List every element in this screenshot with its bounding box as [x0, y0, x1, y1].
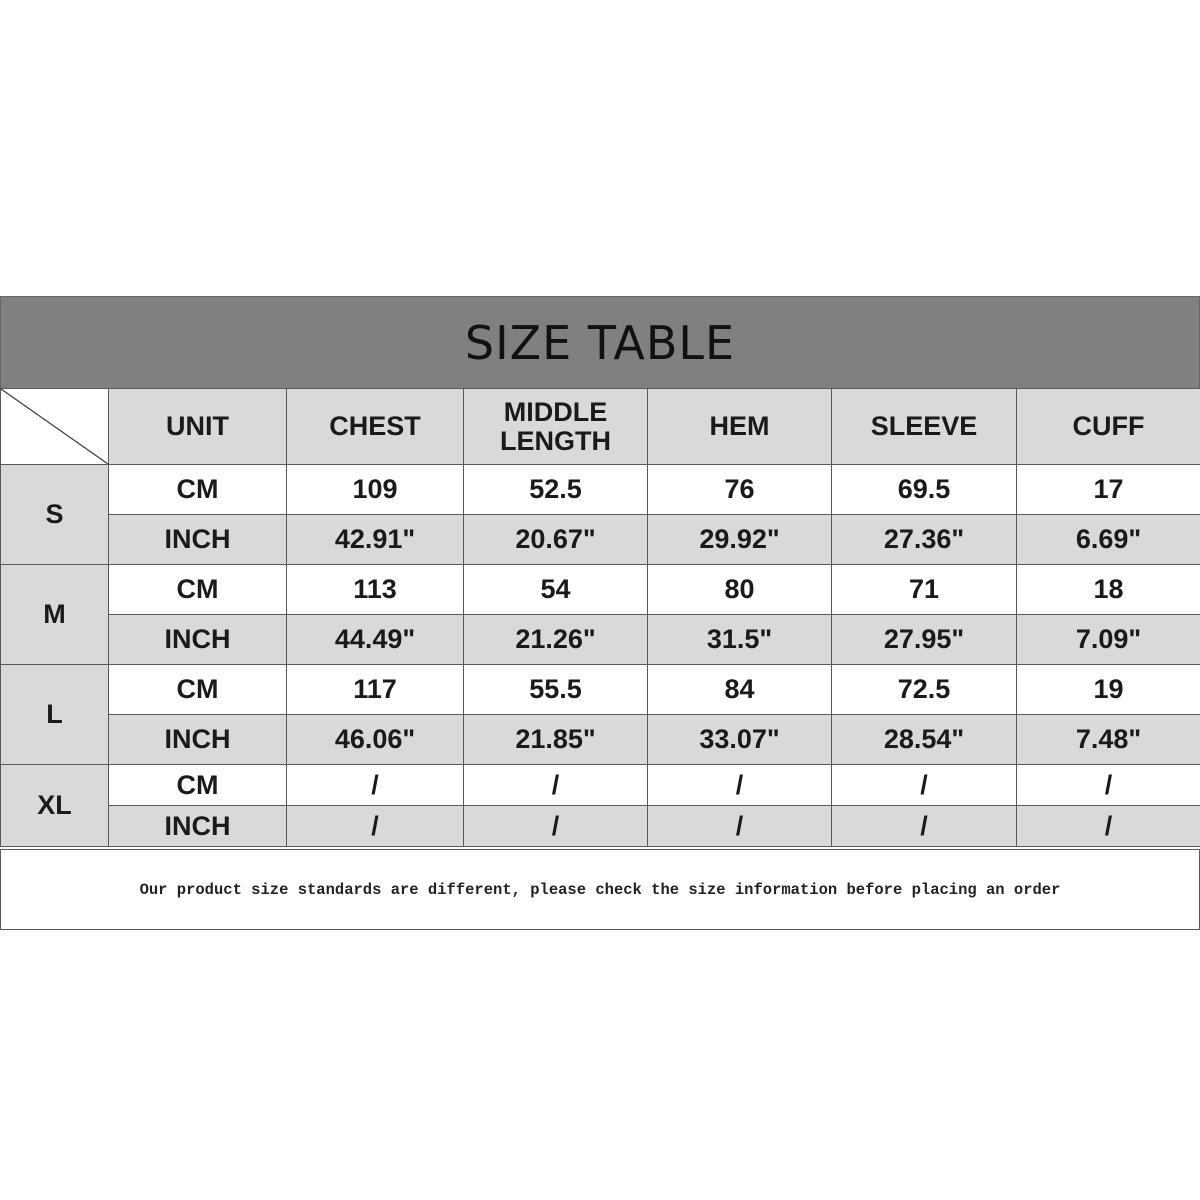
- header-unit: UNIT: [109, 389, 287, 465]
- measurement-cell: 55.5: [464, 665, 648, 715]
- size-label: M: [1, 565, 109, 665]
- header-middle-length: MIDDLE LENGTH: [464, 389, 648, 465]
- measurement-cell: /: [287, 765, 464, 806]
- measurement-cell: 54: [464, 565, 648, 615]
- diagonal-divider: [1, 389, 108, 464]
- unit-cell: CM: [109, 565, 287, 615]
- measurement-cell: 71: [832, 565, 1017, 615]
- header-chest: CHEST: [287, 389, 464, 465]
- unit-cell: INCH: [109, 806, 287, 847]
- measurement-cell: /: [1017, 765, 1200, 806]
- measurement-cell: 46.06": [287, 715, 464, 765]
- measurement-cell: /: [832, 806, 1017, 847]
- header-cuff: CUFF: [1017, 389, 1200, 465]
- unit-cell: INCH: [109, 715, 287, 765]
- measurement-cell: 80: [648, 565, 832, 615]
- measurement-cell: /: [464, 765, 648, 806]
- measurement-cell: /: [287, 806, 464, 847]
- measurement-cell: 31.5": [648, 615, 832, 665]
- size-cm-row: [1, 565, 1200, 615]
- size-label: L: [1, 665, 109, 765]
- measurement-cell: /: [648, 806, 832, 847]
- size-inch-row: [1, 515, 1200, 565]
- measurement-cell: 20.67": [464, 515, 648, 565]
- measurement-cell: 27.36": [832, 515, 1017, 565]
- measurement-cell: 7.48": [1017, 715, 1200, 765]
- size-inch-row: [1, 806, 1200, 847]
- measurement-cell: 109: [287, 465, 464, 515]
- measurement-cell: 44.49": [287, 615, 464, 665]
- measurement-cell: 27.95": [832, 615, 1017, 665]
- measurement-cell: 21.85": [464, 715, 648, 765]
- measurement-cell: 69.5: [832, 465, 1017, 515]
- measurement-cell: 7.09": [1017, 615, 1200, 665]
- note-row: [0, 849, 1200, 930]
- size-note: Our product size standards are different, please check the size information before placing an order: [139, 880, 1061, 899]
- measurement-cell: /: [1017, 806, 1200, 847]
- unit-cell: INCH: [109, 515, 287, 565]
- size-cm-row: [1, 765, 1200, 806]
- measurement-cell: 21.26": [464, 615, 648, 665]
- measurement-cell: 52.5: [464, 465, 648, 515]
- measurement-cell: 113: [287, 565, 464, 615]
- measurement-cell: /: [832, 765, 1017, 806]
- measurement-cell: 28.54": [832, 715, 1017, 765]
- measurement-cell: /: [648, 765, 832, 806]
- measurement-cell: 42.91": [287, 515, 464, 565]
- measurement-cell: /: [464, 806, 648, 847]
- unit-cell: INCH: [109, 615, 287, 665]
- measurement-cell: 33.07": [648, 715, 832, 765]
- measurement-cell: 6.69": [1017, 515, 1200, 565]
- size-rows: [1, 465, 1200, 847]
- measurement-cell: 17: [1017, 465, 1200, 515]
- header-row: [1, 389, 1200, 465]
- measurement-cell: 72.5: [832, 665, 1017, 715]
- header-sleeve: SLEEVE: [832, 389, 1017, 465]
- size-inch-row: [1, 615, 1200, 665]
- measurement-cell: 117: [287, 665, 464, 715]
- size-table: [0, 388, 1200, 847]
- unit-cell: CM: [109, 765, 287, 806]
- measurement-cell: 76: [648, 465, 832, 515]
- unit-cell: CM: [109, 665, 287, 715]
- size-label: XL: [1, 765, 109, 847]
- size-cm-row: [1, 665, 1200, 715]
- measurement-cell: 29.92": [648, 515, 832, 565]
- title-bar: [0, 296, 1200, 389]
- header-hem: HEM: [648, 389, 832, 465]
- unit-cell: CM: [109, 465, 287, 515]
- size-inch-row: [1, 715, 1200, 765]
- size-cm-row: [1, 465, 1200, 515]
- size-label: S: [1, 465, 109, 565]
- size-chart: [0, 296, 1200, 930]
- corner-cell: [1, 389, 109, 465]
- measurement-cell: 18: [1017, 565, 1200, 615]
- measurement-cell: 19: [1017, 665, 1200, 715]
- measurement-cell: 84: [648, 665, 832, 715]
- chart-title: SIZE TABLE: [464, 315, 736, 370]
